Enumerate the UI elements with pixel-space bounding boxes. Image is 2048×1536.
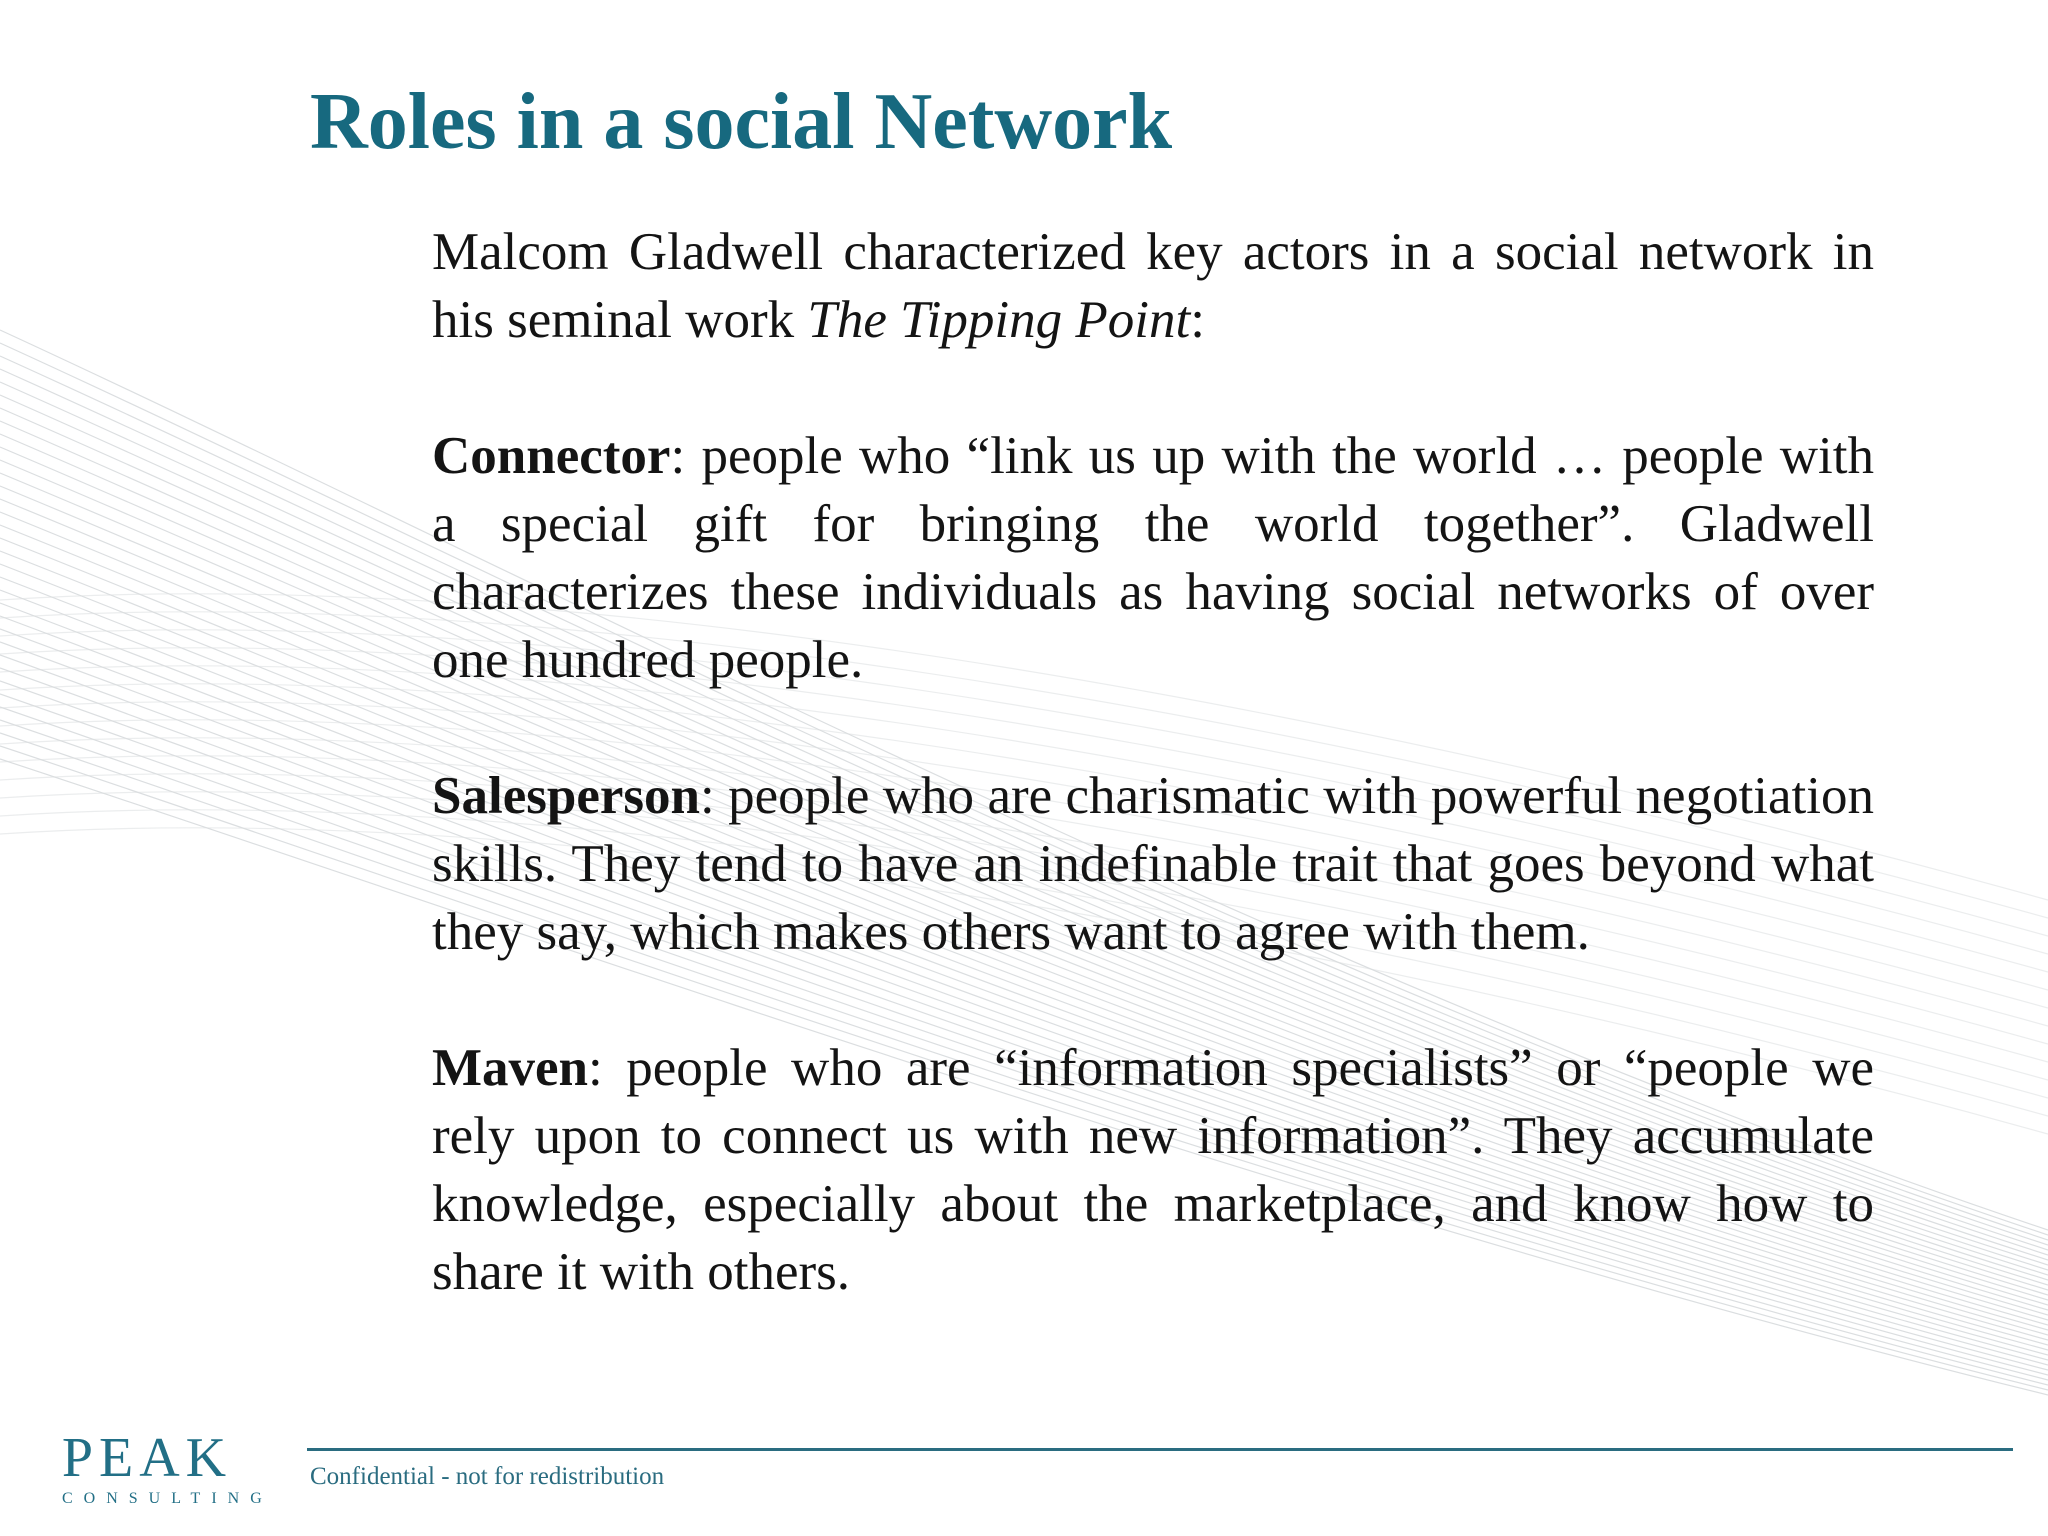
role-description: : people who are “information specialists” or “people we rely upon to connect us with new information”. They accumulate knowledge, especially about the marketplace, and know how to share it with others. — [432, 1039, 1874, 1301]
book-title: The Tipping Point — [807, 291, 1191, 349]
logo-wordmark: PEAK — [61, 1427, 233, 1489]
intro-paragraph — [432, 218, 1874, 354]
role-term: Salesperson — [432, 767, 700, 825]
role-term: Maven — [432, 1039, 589, 1097]
role-term: Connector — [432, 427, 671, 485]
role-paragraph-salesperson — [432, 762, 1874, 966]
role-description: : people who “link us up with the world … people with a special gift for bringing the world together”. Gladwell characterizes these individuals as having social networks of over one hundred people. — [432, 427, 1874, 689]
slide-body — [432, 218, 1874, 1306]
role-paragraph-maven — [432, 1034, 1874, 1306]
peak-consulting-logo — [56, 1427, 273, 1508]
intro-text-end: : — [1190, 291, 1205, 349]
slide-title: Roles in a social Network — [310, 78, 1173, 166]
intro-text: Malcom Gladwell characterized key actors in a social network in his seminal work — [432, 223, 1874, 349]
footer-divider — [307, 1448, 2013, 1451]
confidential-notice: Confidential - not for redistribution — [310, 1463, 665, 1490]
logo-subtitle: CONSULTING — [62, 1490, 273, 1507]
role-paragraph-connector — [432, 422, 1874, 694]
role-description: : people who are charismatic with powerful negotiation skills. They tend to have an indefinable trait that goes beyond what they say, which makes others want to agree with them. — [432, 767, 1874, 961]
